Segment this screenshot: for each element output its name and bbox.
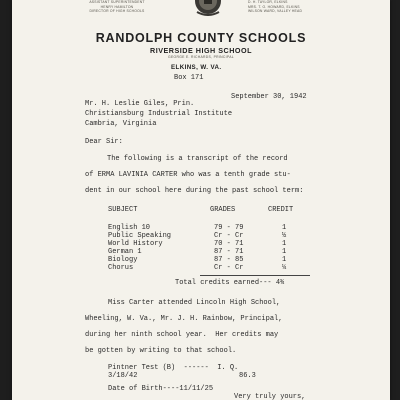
body-line: be gotten by writing to that school. [85, 347, 237, 355]
lh-right-line: WILSON WARD, VALLEY HEAD [248, 9, 303, 13]
letterhead-principal: GEORGE E. RICHARDS, PRINCIPAL [168, 55, 234, 59]
letterhead-title: RANDOLPH COUNTY SCHOOLS [95, 31, 307, 45]
total-rule [200, 275, 310, 276]
intro-line: The following is a transcript of the record [107, 155, 288, 163]
state-seal-icon [193, 0, 223, 16]
recipient-line: Mr. H. Leslie Giles, Prin. [85, 100, 195, 108]
subject-cell: German 1 [108, 248, 142, 256]
lh-left-line: DIRECTOR OF HIGH SCHOOLS [89, 9, 145, 13]
col-header-subject: SUBJECT [108, 206, 138, 214]
grades-cell: 87 - 71 [214, 248, 244, 256]
grades-cell: Cr - Cr [214, 264, 244, 272]
box-number: Box 171 [174, 74, 204, 82]
lh-left-line: HENRY HAMILTON [100, 4, 134, 9]
grades-cell: 87 - 85 [214, 256, 244, 264]
credit-cell: ¼ [282, 264, 287, 272]
subject-cell: Public Speaking [108, 232, 172, 240]
subject-cell: English 10 [108, 224, 151, 232]
body-line: Wheeling, W. Va., Mr. J. H. Rainbow, Principal, [85, 315, 283, 323]
birth-date: Date of Birth----11/11/25 [108, 385, 214, 393]
lh-right-line: D. H. TAYLOR, ELKINS [248, 0, 288, 4]
grades-cell: Cr - Cr [214, 232, 244, 240]
letter-date: September 30, 1942 [231, 93, 307, 101]
credit-cell: 1 [282, 240, 287, 248]
intro-line: dent in our school here during the past school term: [85, 187, 304, 195]
test-score: 86.3 [239, 372, 256, 380]
intro-line: of ERMA LAVINIA CARTER who was a tenth grade stu- [85, 171, 291, 179]
letterhead-left-officials [72, 0, 162, 14]
recipient-line: Cambria, Virginia [85, 120, 157, 128]
total-credits: Total credits earned--- 4¾ [175, 279, 285, 287]
subject-cell: World History [108, 240, 163, 248]
letterhead-right-officials [248, 0, 338, 14]
test-line: Pintner Test (B) ------ I. Q. [108, 364, 239, 372]
credit-cell: ½ [282, 232, 287, 240]
lh-left-line: ASSISTANT SUPERINTENDENT [89, 0, 145, 4]
lh-right-line: MRS. T. O. HOWARD, ELKINS [248, 4, 300, 9]
col-header-credit: CREDIT [268, 206, 294, 214]
subject-cell: Biology [108, 256, 138, 264]
salutation: Dear Sir: [85, 138, 123, 146]
body-line: Miss Carter attended Lincoln High School, [108, 299, 281, 307]
subject-cell: Chorus [108, 264, 134, 272]
letter-page [12, 0, 390, 400]
credit-cell: 1 [282, 248, 287, 256]
grades-cell: 70 - 71 [214, 240, 244, 248]
test-date: 3/18/42 [108, 372, 138, 380]
grades-cell: 79 - 79 [214, 224, 244, 232]
closing: Very truly yours, [234, 393, 306, 400]
recipient-line: Christiansburg Industrial Institute [85, 110, 233, 118]
credit-cell: 1 [282, 256, 287, 264]
letterhead-school: RIVERSIDE HIGH SCHOOL [150, 46, 252, 55]
body-line: during her ninth school year. Her credits may [85, 331, 279, 339]
col-header-grades: GRADES [210, 206, 236, 214]
credit-cell: 1 [282, 224, 287, 232]
letterhead-city: ELKINS, W. VA. [171, 64, 222, 71]
